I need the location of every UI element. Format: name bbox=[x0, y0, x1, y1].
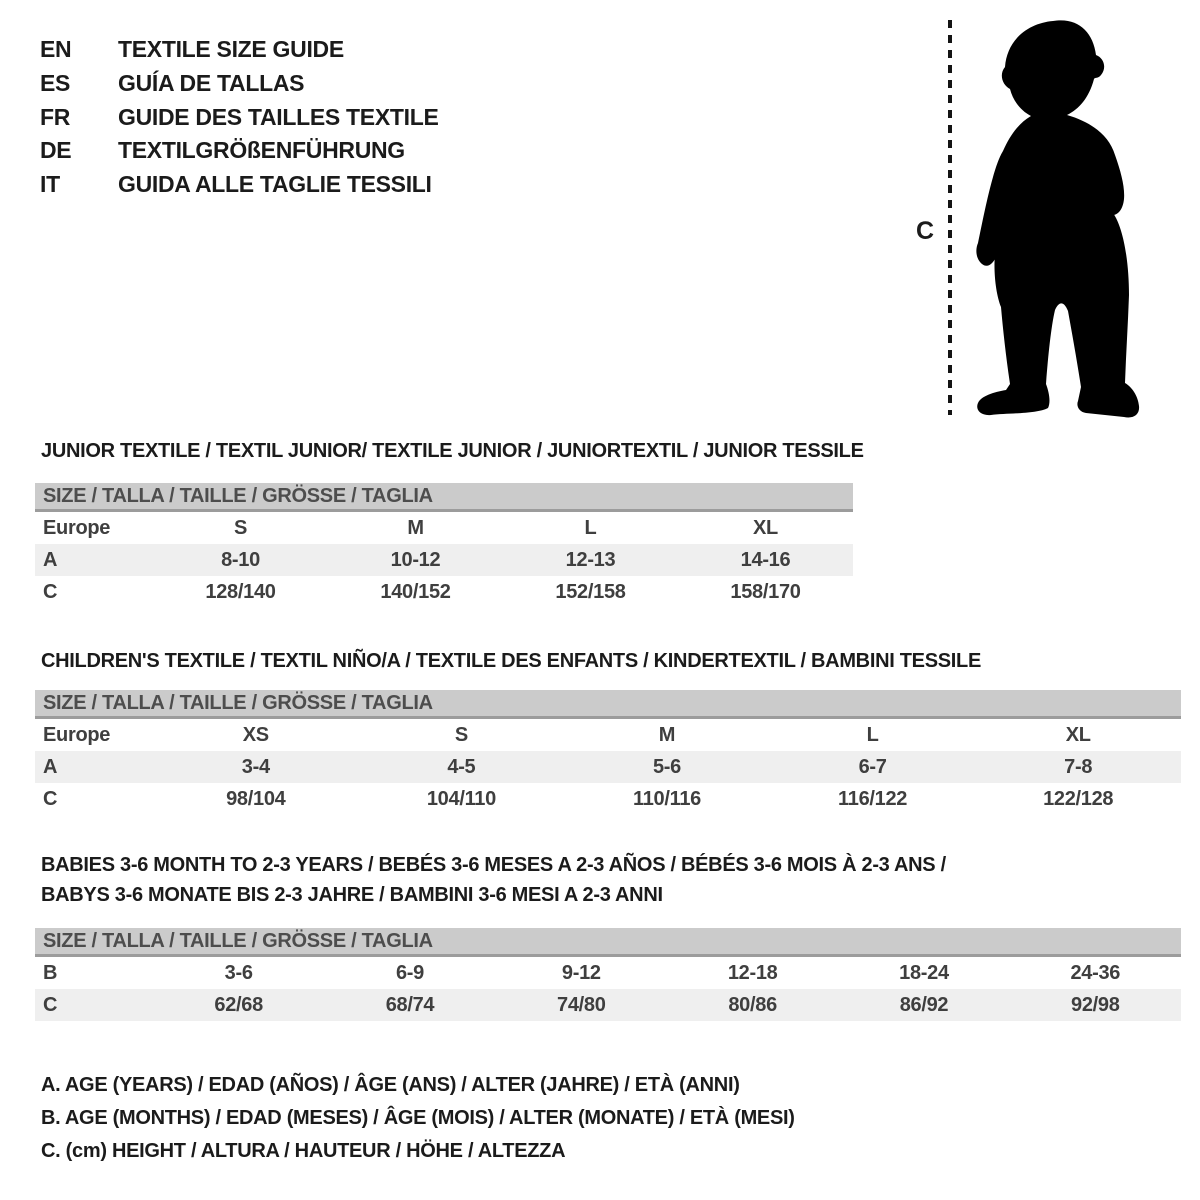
table-cell: 18-24 bbox=[899, 962, 949, 984]
section-babies bbox=[35, 850, 1181, 1021]
row-label: Europe bbox=[43, 517, 111, 539]
section-title bbox=[35, 646, 1181, 676]
table-body bbox=[35, 719, 1181, 815]
table-cell: 3-6 bbox=[224, 962, 253, 984]
language-code: IT bbox=[40, 171, 60, 198]
table-cell: 3-4 bbox=[241, 756, 270, 778]
table-row bbox=[35, 576, 853, 608]
section-title-line: CHILDREN'S TEXTILE / TEXTIL NIÑO/A / TEXTILE DES ENFANTS / KINDERTEXTIL / BAMBINI TESSILE bbox=[41, 650, 981, 672]
height-measure-label: C bbox=[916, 217, 935, 245]
table-cell: S bbox=[233, 517, 248, 539]
table-cell: XS bbox=[242, 724, 269, 746]
size-header-label: SIZE / TALLA / TAILLE / GRÖSSE / TAGLIA bbox=[35, 928, 1181, 957]
size-table bbox=[35, 690, 1181, 815]
table-cell: 12-18 bbox=[727, 962, 778, 984]
language-title: GUÍA DE TALLAS bbox=[118, 69, 305, 96]
table-cell: 152/158 bbox=[555, 581, 626, 603]
footnote-line: A. AGE (YEARS) / EDAD (AÑOS) / ÂGE (ANS) / ALTER (JAHRE) / ETÀ (ANNI) bbox=[41, 1074, 740, 1096]
footnote-list bbox=[35, 1069, 795, 1168]
size-header-label: SIZE / TALLA / TAILLE / GRÖSSE / TAGLIA bbox=[35, 690, 1181, 719]
language-code: EN bbox=[40, 36, 72, 62]
table-cell: 10-12 bbox=[390, 549, 441, 571]
table-row bbox=[35, 751, 1181, 783]
language-title: GUIDA ALLE TAGLIE TESSILI bbox=[118, 171, 432, 198]
size-header-label: SIZE / TALLA / TAILLE / GRÖSSE / TAGLIA bbox=[35, 483, 853, 512]
section-junior bbox=[35, 436, 864, 608]
table-cell: 6-7 bbox=[858, 756, 887, 778]
height-measure-dashed-line bbox=[948, 20, 952, 415]
toddler-silhouette bbox=[963, 13, 1144, 422]
table-cell: L bbox=[584, 517, 597, 539]
language-row bbox=[40, 134, 439, 168]
section-title bbox=[35, 436, 864, 466]
table-cell: 140/152 bbox=[380, 581, 451, 603]
table-cell: 9-12 bbox=[561, 962, 601, 984]
table-cell: 7-8 bbox=[1064, 756, 1093, 778]
language-code: FR bbox=[40, 103, 71, 130]
language-list bbox=[40, 33, 439, 202]
table-row bbox=[35, 957, 1181, 989]
footnote-line: B. AGE (MONTHS) / EDAD (MESES) / ÂGE (MOIS) / ALTER (MONATE) / ETÀ (MESI) bbox=[41, 1107, 795, 1129]
row-label: C bbox=[43, 788, 58, 810]
section-title-line: JUNIOR TEXTILE / TEXTIL JUNIOR/ TEXTILE JUNIOR / JUNIORTEXTIL / JUNIOR TESSILE bbox=[41, 440, 864, 462]
table-cell: 14-16 bbox=[740, 549, 791, 571]
table-row bbox=[35, 512, 853, 544]
row-label: C bbox=[43, 994, 58, 1016]
row-label: A bbox=[43, 549, 58, 571]
table-cell: 128/140 bbox=[205, 581, 276, 603]
table-row bbox=[35, 719, 1181, 751]
table-cell: 158/170 bbox=[730, 581, 801, 603]
table-cell: 116/122 bbox=[838, 788, 908, 810]
table-cell: 92/98 bbox=[1071, 994, 1120, 1016]
table-row bbox=[35, 544, 853, 576]
table-cell: XL bbox=[1065, 724, 1091, 746]
table-cell: M bbox=[407, 517, 424, 539]
table-cell: 98/104 bbox=[226, 788, 286, 810]
table-cell: 110/116 bbox=[632, 788, 701, 810]
row-label: A bbox=[43, 756, 58, 778]
section-title bbox=[35, 850, 1181, 910]
language-row bbox=[40, 67, 439, 101]
table-cell: XL bbox=[753, 517, 778, 539]
table-cell: 80/86 bbox=[728, 994, 777, 1016]
table-body bbox=[35, 957, 1181, 1021]
table-cell: 5-6 bbox=[652, 756, 681, 778]
language-code: DE bbox=[40, 137, 72, 164]
section-title-line: BABYS 3-6 MONATE BIS 2-3 JAHRE / BAMBINI 3-6 MESI A 2-3 ANNI bbox=[41, 884, 663, 906]
table-cell: 74/80 bbox=[557, 994, 606, 1016]
table-cell: 12-13 bbox=[565, 549, 616, 571]
section-children bbox=[35, 646, 1181, 815]
table-cell: 122/128 bbox=[1043, 788, 1114, 810]
language-code: ES bbox=[40, 69, 71, 96]
size-table bbox=[35, 483, 853, 608]
table-cell: 8-10 bbox=[221, 549, 260, 571]
table-cell: M bbox=[658, 724, 676, 746]
table-row bbox=[35, 989, 1181, 1021]
size-table bbox=[35, 928, 1181, 1021]
footnote-line: C. (cm) HEIGHT / ALTURA / HAUTEUR / HÖHE / ALTEZZA bbox=[41, 1140, 566, 1162]
table-cell: L bbox=[866, 724, 879, 746]
language-row bbox=[40, 101, 439, 135]
row-label: Europe bbox=[43, 724, 111, 746]
table-cell: 62/68 bbox=[214, 994, 263, 1016]
table-cell: S bbox=[454, 724, 468, 746]
table-cell: 86/92 bbox=[899, 994, 949, 1016]
table-cell: 24-36 bbox=[1070, 962, 1121, 984]
table-cell: 6-9 bbox=[395, 962, 424, 984]
row-label: C bbox=[43, 581, 58, 603]
language-row bbox=[40, 33, 439, 67]
language-title: TEXTILGRÖßENFÜHRUNG bbox=[118, 137, 405, 164]
table-cell: 104/110 bbox=[426, 788, 496, 810]
language-title: TEXTILE SIZE GUIDE bbox=[118, 36, 344, 62]
section-title-line: BABIES 3-6 MONTH TO 2-3 YEARS / BEBÉS 3-6 MESES A 2-3 AÑOS / BÉBÉS 3-6 MOIS À 2-3 ANS / bbox=[41, 854, 946, 876]
language-title: GUIDE DES TAILLES TEXTILE bbox=[118, 103, 439, 130]
language-row bbox=[40, 168, 439, 202]
table-cell: 68/74 bbox=[385, 994, 435, 1016]
table-row bbox=[35, 783, 1181, 815]
table-body bbox=[35, 512, 853, 608]
table-cell: 4-5 bbox=[447, 756, 476, 778]
row-label: B bbox=[43, 962, 58, 984]
